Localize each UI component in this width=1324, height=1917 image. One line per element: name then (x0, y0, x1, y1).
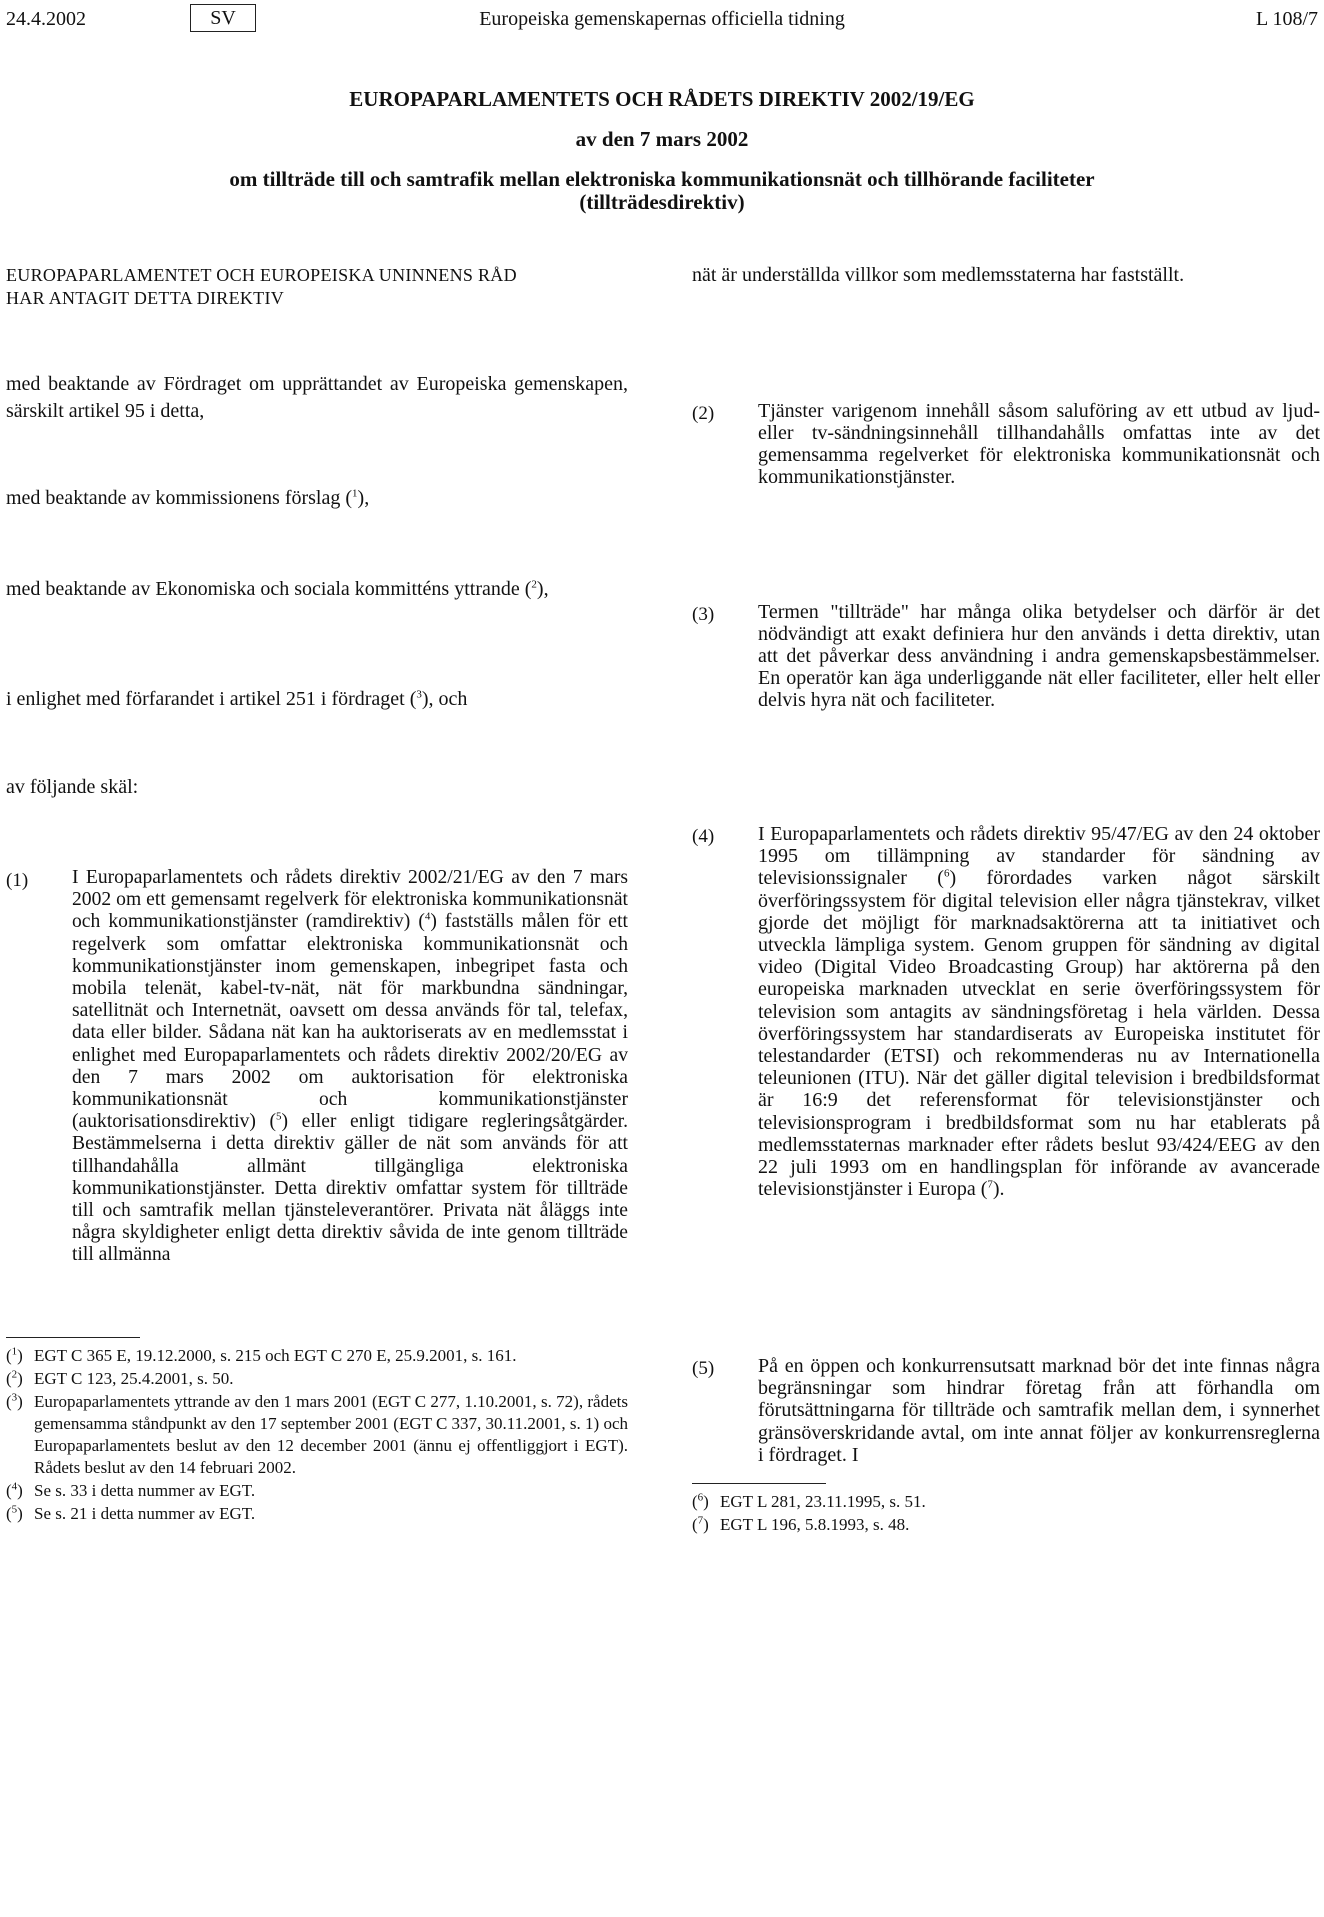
footnotes-left (6, 1345, 628, 1526)
footnote-number: ($^7$) (692, 1514, 709, 1534)
recital-number: (1) (6, 870, 29, 891)
footnote-number: ($^3$) (6, 1391, 23, 1411)
footnote-ref[interactable]: 3 (416, 688, 422, 701)
footnote-text: EGT C 365 E, 19.12.2000, s. 215 och EGT C 270 E, 25.9.2001, s. 161. (34, 1346, 517, 1365)
adopted-line-1: EUROPAPARLAMENTET OCH EUROPEISKA UNINNENS RÅD (6, 265, 517, 285)
recital-1: I Europaparlamentets och rådets direktiv 2002/21/EG av den 7 mars 2002 om ett gemensamt regelverk för elektroniska kommunikationsnät och kommunikationstjänster (ramdirektiv) ($^4$) fastställs målen för ett regelverk som omfattar elektroniska kommunikationsnät och kommunikationstjänster inom gemenskapen, inbegripet fasta och mobila telenät, kabel-tv-nät, nät för markbundna sändningar, satellitnät och Internetnät, oavsett om dessa används för tal, telefax, data eller bilder. Sådana nät kan ha auktoriserats av en medlemsstat i enlighet med Europaparlamentets och rådets direktiv 2002/20/EG av den 7 mars 2002 om auktorisation för elektroniska kommunikationsnät och kommunikationstjänster (auktorisationsdirektiv) ($^5$) eller enligt tidigare regleringsåtgärder. Bestämmelserna i detta direktiv gäller de nät som används för att tillhandahålla allmänt tillgängliga elektroniska kommunikationstjänster. Detta direktiv omfattar system för tillträde till och samtrafik mellan tjänsteleverantörer. Privata nät åläggs inte några skyldigheter enligt detta direktiv såvida de inte genom tillträde till allmänna (72, 867, 628, 1266)
footnote (6, 1345, 628, 1367)
recital-number: (3) (692, 604, 715, 625)
recital-3: Termen "tillträde" har många olika betydelser och därför är det nödvändigt att exakt definiera hur den används i detta direktiv, utan att det påverkar dess användning i andra gemenskapsbestämmelser. En operatör kan äga underliggande nät eller faciliteter, eller helt eller delvis hyra nät och faciliteter. (758, 601, 1320, 711)
directive-date: av den 7 mars 2002 (575, 127, 749, 151)
footnote-number: ($^6$) (692, 1491, 709, 1511)
footnote-text: Se s. 21 i detta nummer av EGT. (34, 1504, 256, 1523)
directive-short-title: (tillträdesdirektiv) (579, 190, 745, 214)
footnote-ref[interactable]: 5 (276, 1110, 282, 1123)
recital-5: På en öppen och konkurrensutsatt marknad bör det inte finnas några begränsningar som hindrar företag från att förhandla om förutsättningarna för tillträde och samtrafik mellan dem, i synnerhet gränsöverskridande avtal, om inte annat följer av konkurrensreglerna i fördraget. I (758, 1355, 1320, 1466)
adopted-line-2: HAR ANTAGIT DETTA DIREKTIV (6, 288, 285, 308)
citation-3: med beaktande av Ekonomiska och sociala kommitténs yttrande ($^2$), (6, 578, 549, 600)
footnote (6, 1368, 628, 1390)
footnote-ref[interactable]: 4 (424, 910, 431, 923)
header-date: 24.4.2002 (6, 8, 86, 30)
footnotes-right (692, 1491, 1320, 1537)
recital-number: (4) (692, 826, 715, 847)
footnote-ref[interactable]: 2 (531, 578, 537, 591)
footnote (6, 1503, 628, 1525)
language-badge: SV (190, 4, 256, 32)
footnote-ref[interactable]: 1 (352, 487, 358, 500)
recital-2: Tjänster varigenom innehåll såsom saluföring av ett utbud av ljud- eller tv-sändningsinnehåll tillhandahålls omfattas inte av det gemensamma regelverket för elektroniska kommunikationsnät och kommunikationstjänster. (758, 400, 1320, 488)
recital-number: (5) (692, 1358, 715, 1379)
footnote-text: EGT C 123, 25.4.2001, s. 50. (34, 1369, 234, 1388)
footnote-divider (6, 1337, 140, 1338)
recital-4: I Europaparlamentets och rådets direktiv 95/47/EG av den 24 oktober 1995 om tillämpning av standarder för sändning av televisionssignaler ($^6$) förordades varken något särskilt överföringssystem för digital television eller några tjänstekrav, vilket gjorde det möjligt för marknadsaktörerna att ta initiativet och utveckla lämpliga system. Genom gruppen för sändning av digital video (Digital Video Broadcasting Group) har aktörerna på den europeiska marknaden utvecklat en serie överföringssystem för television som antagits av sändningsföretag i hela världen. Dessa överföringssystem har standardiserats av Europeiska institutet för telestandarder (ETSI) och rekommenderas nu av Internationella teleunionen (ITU). När det gäller digital television i bredbildsformat är 16:9 det referensformat för televisionstjänster och televisionsprogram i bredbildsformat som nu har etablerats på medlemsstaternas marknader efter rådets beslut 93/424/EEG av den 22 juli 1993 om en handlingsplan för införande av avancerade televisionstjänster i Europa ($^7$). (758, 823, 1320, 1201)
footnote (692, 1491, 1320, 1513)
footnote (6, 1480, 628, 1502)
footnote (6, 1391, 628, 1479)
directive-title: EUROPAPARLAMENTETS OCH RÅDETS DIREKTIV 2002/19/EG (349, 87, 975, 111)
footnote-text: EGT L 196, 5.8.1993, s. 48. (720, 1515, 910, 1534)
page-number: L 108/7 (1255, 8, 1318, 30)
journal-title: Europeiska gemenskapernas officiella tidning (479, 8, 845, 30)
footnote (692, 1514, 1320, 1536)
recital-1-continued: nät är underställda villkor som medlemsstaterna har fastställt. (692, 264, 1185, 286)
footnote-number: ($^1$) (6, 1345, 23, 1365)
citation-1: med beaktande av Fördraget om upprättandet av Europeiska gemenskapen, särskilt artikel 95 i detta, (6, 373, 628, 422)
footnote-ref[interactable]: 6 (943, 867, 950, 880)
whereas-heading: av följande skäl: (6, 776, 139, 798)
footnote-number: ($^4$) (6, 1480, 23, 1500)
footnote-divider (692, 1483, 826, 1484)
footnote-number: ($^5$) (6, 1503, 23, 1523)
footnote-number: ($^2$) (6, 1368, 23, 1388)
footnote-text: EGT L 281, 23.11.1995, s. 51. (720, 1492, 926, 1511)
footnote-ref[interactable]: 7 (987, 1178, 993, 1191)
citation-2: med beaktande av kommissionens förslag ($^1$), (6, 487, 370, 509)
directive-subject: om tillträde till och samtrafik mellan elektroniska kommunikationsnät och tillhörande faciliteter (229, 167, 1095, 191)
footnote-text: Se s. 33 i detta nummer av EGT. (34, 1481, 256, 1500)
footnote-text: Europaparlamentets yttrande av den 1 mars 2001 (EGT C 277, 1.10.2001, s. 72), rådets gemensamma ståndpunkt av den 17 september 2001 (EGT C 337, 30.11.2001, s. 1) och Europaparlamentets beslut av den 12 december 2001 (ännu ej offentliggjort i EGT). Rådets beslut av den 14 februari 2002. (34, 1392, 628, 1477)
citation-4: i enlighet med förfarandet i artikel 251 i fördraget ($^3$), och (6, 688, 468, 710)
recital-number: (2) (692, 403, 715, 424)
